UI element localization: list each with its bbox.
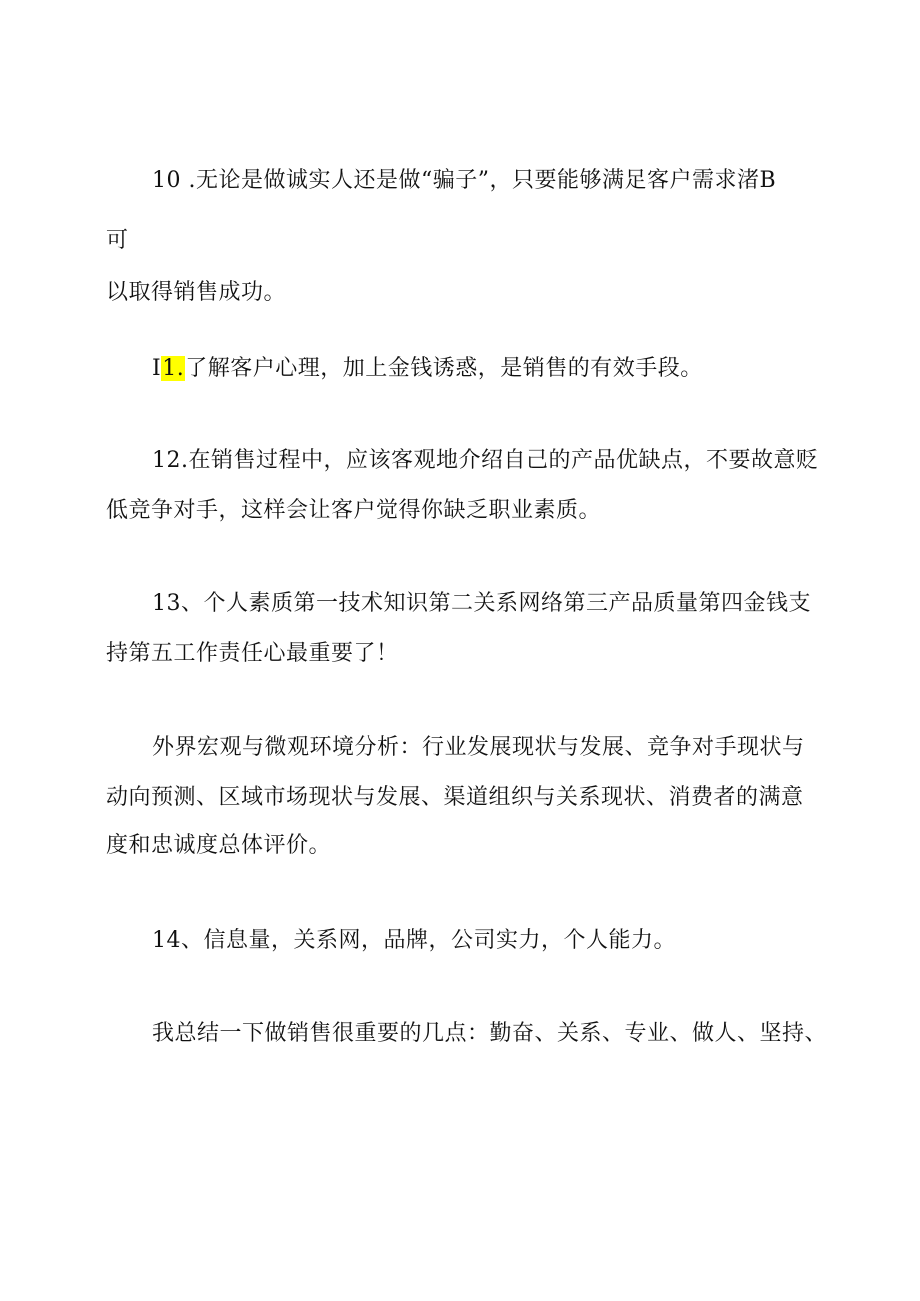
paragraph-10-line-3: 以取得销售成功。 bbox=[106, 280, 287, 305]
paragraph-environment-line-3: 度和忠诚度总体评价。 bbox=[106, 833, 332, 858]
paragraph-14: 14、信息量，关系网，品牌，公司实力，个人能力。 bbox=[152, 928, 676, 953]
paragraph-10-line-1: 10 .无论是做诚实人还是做“骗子”，只要能够满足客户需求渚B bbox=[152, 168, 777, 193]
paragraph-summary: 我总结一下做销售很重要的几点：勤奋、关系、专业、做人、坚持、 bbox=[152, 1021, 828, 1046]
paragraph-environment-line-1: 外界宏观与微观环境分析：行业发展现状与发展、竞争对手现状与 bbox=[152, 735, 805, 760]
paragraph-11-prefix: I bbox=[152, 356, 162, 381]
paragraph-13-line-1: 13、个人素质第一技术知识第二关系网络第三产品质量第四金钱支 bbox=[152, 591, 811, 616]
paragraph-12-line-2: 低竞争对手，这样会让客户觉得你缺乏职业素质。 bbox=[106, 498, 602, 523]
highlighted-number: 1. bbox=[162, 356, 185, 381]
paragraph-11 bbox=[0, 354, 920, 384]
paragraph-12-line-1: 12.在销售过程中，应该客观地介绍自己的产品优缺点，不要故意贬 bbox=[152, 448, 819, 473]
paragraph-11-text: 了解客户心理，加上金钱诱惑，是销售的有效手段。 bbox=[185, 356, 703, 381]
paragraph-10-line-2: 可 bbox=[106, 228, 129, 253]
paragraph-13-line-2: 持第五工作责任心最重要了！ bbox=[106, 641, 399, 666]
paragraph-environment-line-2: 动向预测、区域市场现状与发展、渠道组织与关系现状、消费者的满意 bbox=[106, 785, 804, 810]
